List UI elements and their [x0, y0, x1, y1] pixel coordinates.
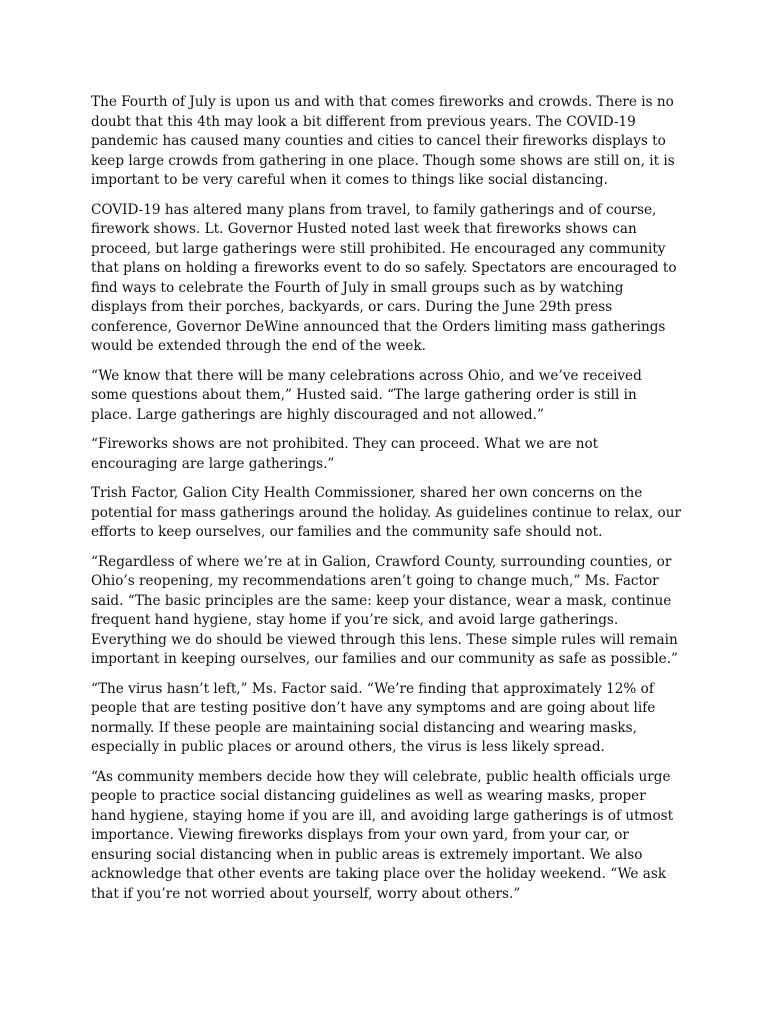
- paragraph-husted-quote: “We know that there will be many celebrations across Ohio, and we’ve received some questions about them,” Husted said. “The large gathering order is still in place. Large gatherings are highly discouraged and not allowed.”: [91, 367, 642, 423]
- paragraph-covid-plans: COVID-19 has altered many plans from travel, to family gatherings and of course, firework shows. Lt. Governor Husted noted last week that fireworks shows can proceed, but large gatherings were still prohibited. He encouraged any community that plans on holding a fireworks event to do so safely. Spectators are encouraged to find ways to celebrate the Fourth of July in small groups such as by watching displays from their porches, backyards, or cars. During the June 29th press conference, Governor DeWine announced that the Orders limiting mass gatherings would be extended through the end of the week.: [91, 201, 677, 354]
- paragraph-trish-factor: Trish Factor, Galion City Health Commissioner, shared her own concerns on the potential for mass gatherings around the holiday. As guidelines continue to relax, our efforts to keep ourselves, our families and the community safe should not.: [91, 485, 681, 540]
- paragraph-community-celebrate: “As community members decide how they will celebrate, public health officials urge people to practice social distancing guidelines as well as wearing masks, proper hand hygiene, staying home if you are ill, and avoiding large gatherings is of utmost importance. Viewing fireworks displays from your own yard, from your car, or ensuring social distancing when in public areas is extremely important. We also acknowledge that other events are taking place over the holiday weekend. “We ask that if you’re not worried about yourself, worry about others.”: [91, 768, 674, 902]
- paragraph-factor-recommendations: “Regardless of where we’re at in Galion, Crawford County, surrounding counties, or Ohio’s reopening, my recommendations aren’t going to change much,” Ms. Factor said. “The basic principles are the same: keep your distance, wear a mask, continue frequent hand hygiene, stay home if you’re sick, and avoid large gatherings. Everything we do should be viewed through this lens. These simple rules will remain important in keeping ourselves, our families and our community as safe as possible.”: [91, 553, 678, 667]
- paragraph-virus-hasnt-left: “The virus hasn’t left,” Ms. Factor said. “We’re finding that approximately 12% of people that are testing positive don’t have any symptoms and are going about life normally. If these people are maintaining social distancing and wearing masks, especially in public places or around others, the virus is less likely spread.: [91, 680, 656, 755]
- paragraph-intro: The Fourth of July is upon us and with that comes fireworks and crowds. There is no doubt that this 4th may look a bit different from previous years. The COVID-19 pandemic has caused many counties and cities to cancel their fireworks displays to keep large crowds from gathering in one place. Though some shows are still on, it is important to be very careful when it comes to things like social distancing.: [91, 94, 675, 188]
- paragraph-fireworks-quote: “Fireworks shows are not prohibited. They can proceed. What we are not encouraging are large gatherings.”: [91, 436, 599, 472]
- document-page: [91, 93, 681, 914]
